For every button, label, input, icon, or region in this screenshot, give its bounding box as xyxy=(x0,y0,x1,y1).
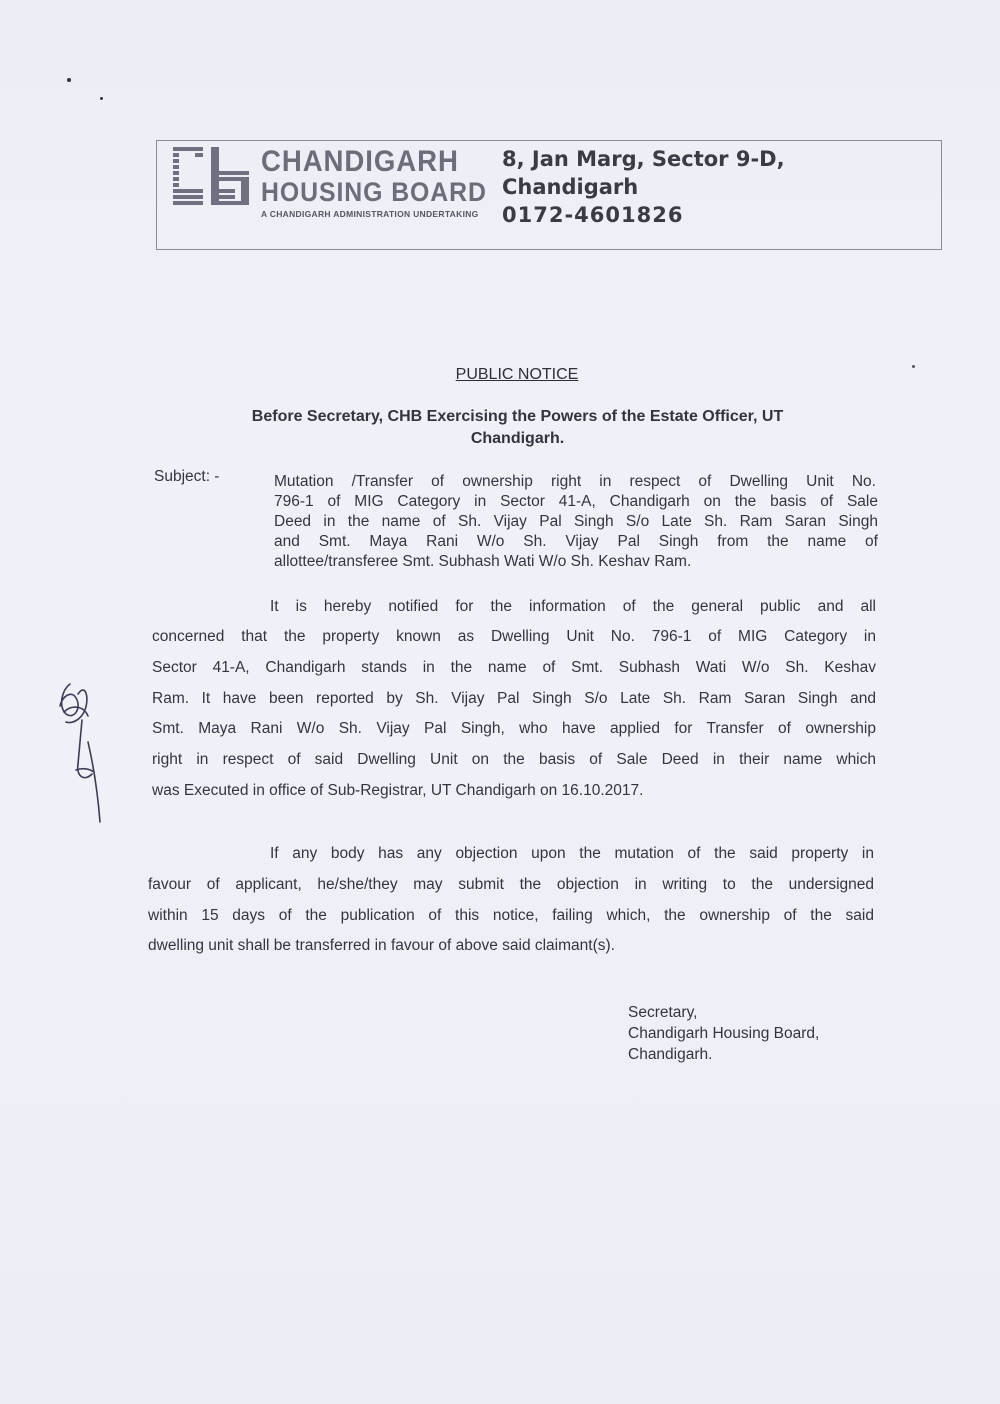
address-line-2: Chandigarh xyxy=(502,175,639,199)
subject-line: allottee/transferee Smt. Subhash Wati W/o Sh. Keshav Ram. xyxy=(274,553,692,570)
paragraph-1-line: It is hereby notified for the information of the general public and all xyxy=(270,598,876,615)
paragraph-2-line: favour of applicant, he/she/they may submit the objection in writing to the undersigned xyxy=(148,876,874,893)
scan-speck xyxy=(100,97,103,100)
logo-title-housing-board: HOUSING BOARD xyxy=(261,177,487,207)
paragraph-2-line: within 15 days of the publication of this notice, failing which, the ownership of the said xyxy=(148,907,874,924)
paragraph-2-line: If any body has any objection upon the mutation of the said property in xyxy=(270,845,874,862)
subject-line: Deed in the name of Sh. Vijay Pal Singh S/o Late Sh. Ram Saran Singh xyxy=(274,513,878,530)
logo-title-chandigarh: CHANDIGARH xyxy=(261,145,459,178)
paragraph-1-line: right in respect of said Dwelling Unit on the basis of Sale Deed in their name which xyxy=(152,751,876,768)
phone-number: 0172-4601826 xyxy=(502,203,684,227)
paragraph-1-line: Ram. It have been reported by Sh. Vijay Pal Singh S/o Late Sh. Ram Saran Singh and xyxy=(152,690,876,707)
chb-logo-icon xyxy=(171,141,259,211)
handwritten-initials-icon xyxy=(48,672,118,832)
paragraph-1-line: concerned that the property known as Dwelling Unit No. 796-1 of MIG Category in xyxy=(152,628,876,645)
notice-title: PUBLIC NOTICE xyxy=(455,366,579,383)
subject-label: Subject: - xyxy=(154,468,220,485)
before-line-1: Before Secretary, CHB Exercising the Powers of the Estate Officer, UT xyxy=(251,408,784,425)
paragraph-1-line: Sector 41-A, Chandigarh stands in the name of Smt. Subhash Wati W/o Sh. Keshav xyxy=(152,659,876,676)
letterhead-box xyxy=(156,140,942,250)
subject-line: and Smt. Maya Rani W/o Sh. Vijay Pal Singh from the name of xyxy=(274,533,878,550)
scan-speck xyxy=(67,78,71,82)
before-line-2: Chandigarh. xyxy=(470,430,565,447)
logo-tagline: A CHANDIGARH ADMINISTRATION UNDERTAKING xyxy=(261,209,479,219)
subject-line: 796-1 of MIG Category in Sector 41-A, Chandigarh on the basis of Sale xyxy=(274,493,878,510)
paragraph-1-line: was Executed in office of Sub-Registrar, UT Chandigarh on 16.10.2017. xyxy=(152,782,644,799)
paragraph-1-line: Smt. Maya Rani W/o Sh. Vijay Pal Singh, who have applied for Transfer of ownership xyxy=(152,720,876,737)
subject-line: Mutation /Transfer of ownership right in respect of Dwelling Unit No. xyxy=(274,473,876,490)
signature-title: Secretary, xyxy=(628,1004,698,1021)
paragraph-2-line: dwelling unit shall be transferred in favour of above said claimant(s). xyxy=(148,937,615,954)
address-line-1: 8, Jan Marg, Sector 9-D, xyxy=(502,147,785,171)
signature-city: Chandigarh. xyxy=(628,1046,713,1063)
signature-organization: Chandigarh Housing Board, xyxy=(628,1025,820,1042)
